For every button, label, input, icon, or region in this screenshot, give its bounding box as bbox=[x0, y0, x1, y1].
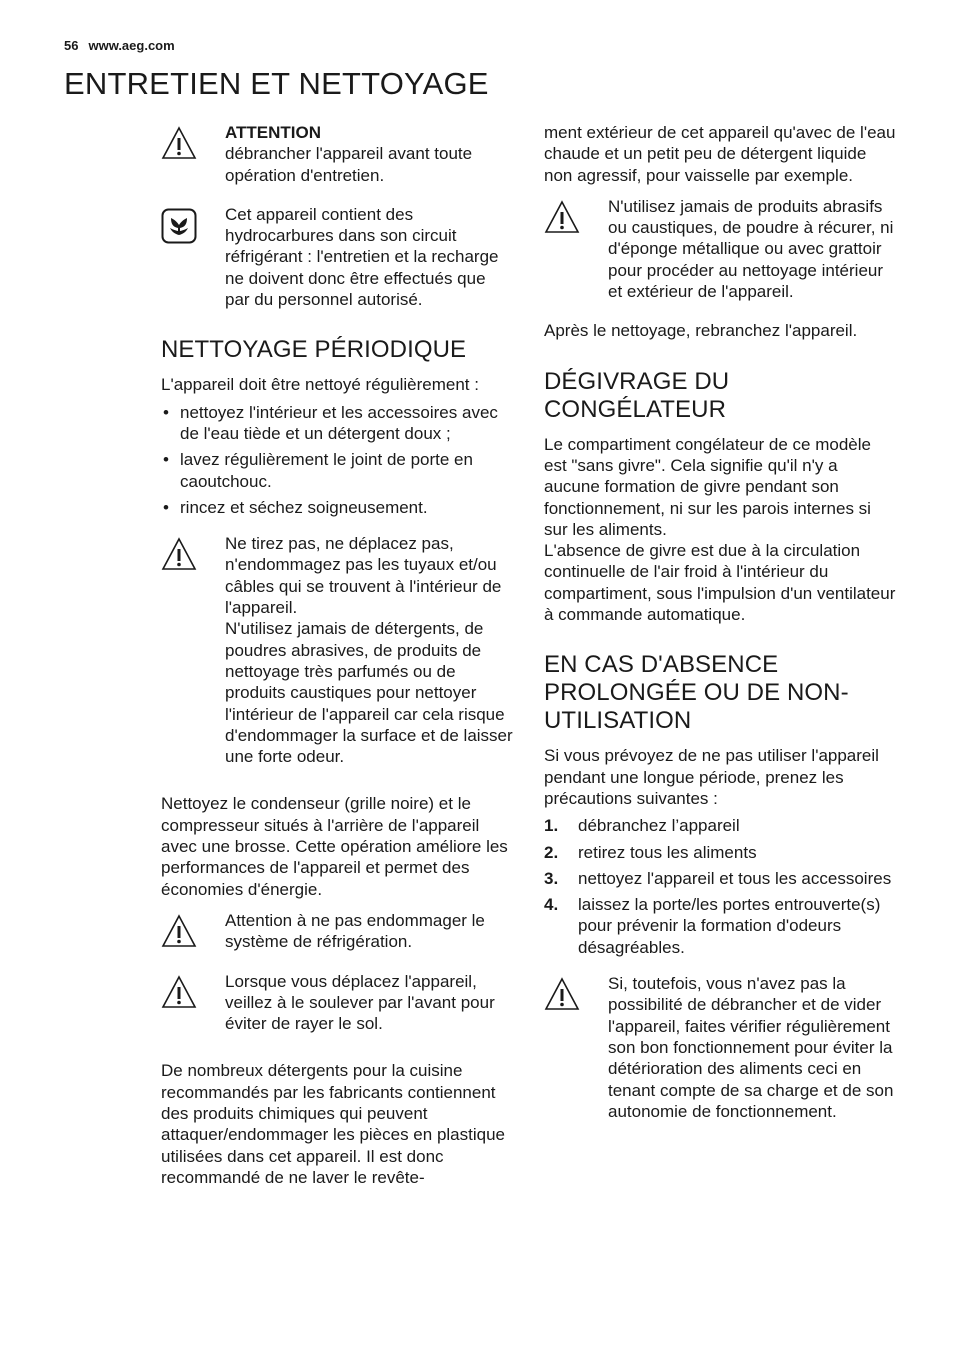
warning-notice-cables bbox=[161, 533, 513, 767]
detergents-paragraph: De nombreux détergents pour la cuisine recommandés par les fabricants contiennent des produits chimiques qui peuvent attaquer/endommager les pièces en plastique utilisées dans cet appareil. Il est donc recommandé de ne laver le revête- bbox=[161, 1061, 505, 1187]
section-heading-periodic: NETTOYAGE PÉRIODIQUE bbox=[161, 336, 467, 364]
warning-cables-text: Ne tirez pas, ne déplacez pas, n'endommagez pas les tuyaux et/ou câbles qui se trouvent à l'intérieur de l'appareil. bbox=[225, 534, 502, 618]
warning-moving-text: Lorsque vous déplacez l'appareil, veillez à le soulever par l'avant pour éviter de rayer le sol. bbox=[225, 971, 495, 1034]
warning-notice-abrasives bbox=[544, 196, 896, 302]
list-item: • nettoyez l'intérieur et les accessoires avec de l'eau tiède et un détergent doux ; bbox=[161, 402, 513, 445]
attention-text: débrancher l'appareil avant toute opération d'entretien. bbox=[225, 144, 473, 185]
condenser-paragraph: Nettoyez le condenseur (grille noire) et le compresseur situés à l'arrière de l'appareil avec une brosse. Cette opération améliore les performances de l'appareil et permet des économies d'énergie. bbox=[161, 794, 508, 899]
warning-triangle-icon bbox=[161, 537, 197, 573]
detergents-paragraph-continued: ment extérieur de cet appareil qu'avec de l'eau chaude et un petit peu de détergent liquide non agressif, pour vaisselle par exemple. bbox=[544, 123, 896, 185]
warning-refrigeration-text: Attention à ne pas endommager le système de réfrigération. bbox=[225, 910, 485, 952]
warning-absence-text: Si, toutefois, vous n'avez pas la possibilité de débrancher et de vider l'appareil, faites vérifier régulièrement son bon fonctionnement pour éviter la détérioration des aliments ceci en tenant compte de sa charge et de son autonomie de fonctionnement. bbox=[608, 974, 894, 1121]
warning-triangle-icon bbox=[544, 200, 580, 236]
section-heading-defrost: DÉGIVRAGE DU CONGÉLATEUR bbox=[544, 367, 730, 423]
absence-intro: Si vous prévoyez de ne pas utiliser l'appareil pendant une longue période, prenez les précautions suivantes : bbox=[544, 746, 879, 808]
warning-notice-absence bbox=[544, 973, 896, 1122]
list-item: 4. laissez la porte/les portes entrouverte(s) pour prévenir la formation d'odeurs désagréables. bbox=[544, 895, 881, 957]
periodic-bullet-list bbox=[161, 402, 513, 518]
attention-heading: ATTENTION bbox=[225, 123, 322, 142]
site-url: www.aeg.com bbox=[88, 38, 175, 53]
warning-triangle-icon bbox=[544, 977, 580, 1013]
list-item: 1. débranchez l’appareil bbox=[544, 816, 740, 836]
warning-abrasives-text: N'utilisez jamais de produits abrasifs ou caustiques, de poudre à récurer, ni d'éponge métallique ou avec grattoir pour procéder au nettoyage intérieur et extérieur de l'appareil. bbox=[608, 196, 894, 302]
list-item: 2. retirez tous les aliments bbox=[544, 842, 757, 862]
warning-triangle-icon bbox=[161, 126, 197, 162]
left-column bbox=[161, 122, 513, 1188]
list-item: 3. nettoyez l'appareil et tous les accessoires bbox=[544, 868, 892, 888]
warning-detergents-text: N'utilisez jamais de détergents, de poudres abrasives, de produits de nettoyage très parfumés ou de produits caustiques pour nettoyer l'intérieur de l'appareil car cela risque d'endommager la surface et de laisser une forte odeur. bbox=[225, 619, 513, 767]
environment-notice bbox=[161, 204, 513, 310]
environment-text: Cet appareil contient des hydrocarbures dans son circuit réfrigérant : l'entretien et la recharge ne doivent donc être effectués que par du personnel autorisé. bbox=[225, 204, 499, 310]
page-title: ENTRETIEN ET NETTOYAGE bbox=[64, 66, 489, 101]
right-column bbox=[544, 122, 896, 1122]
list-item: • rincez et séchez soigneusement. bbox=[161, 497, 513, 518]
page-number: 56 bbox=[64, 38, 79, 53]
absence-step-list bbox=[544, 815, 896, 958]
attention-notice bbox=[161, 122, 513, 186]
warning-triangle-icon bbox=[161, 975, 197, 1011]
warning-notice-refrigeration bbox=[161, 910, 513, 953]
defrost-paragraph-2: L'absence de givre est due à la circulation continuelle de l'air froid à l'intérieur du compartiment, sous l'impulsion d'un ventilateur à commande automatique. bbox=[544, 541, 896, 625]
section-heading-absence: EN CAS D'ABSENCE PROLONGÉE OU DE NON-UTILISATION bbox=[544, 651, 849, 735]
warning-triangle-icon bbox=[161, 914, 197, 950]
warning-notice-moving bbox=[161, 971, 513, 1035]
environment-icon bbox=[161, 208, 197, 244]
defrost-paragraph-1: Le compartiment congélateur de ce modèle est "sans givre". Cela signifie qu'il n'y a aucune formation de givre pendant son fonctionnement, ni sur les parois internes si sur les aliments. bbox=[544, 434, 871, 539]
page-header bbox=[64, 38, 175, 53]
periodic-intro: L'appareil doit être nettoyé régulièrement : bbox=[161, 375, 479, 395]
list-item: • lavez régulièrement le joint de porte en caoutchouc. bbox=[161, 449, 513, 492]
after-cleaning-text: Après le nettoyage, rebranchez l'appareil. bbox=[544, 321, 858, 341]
